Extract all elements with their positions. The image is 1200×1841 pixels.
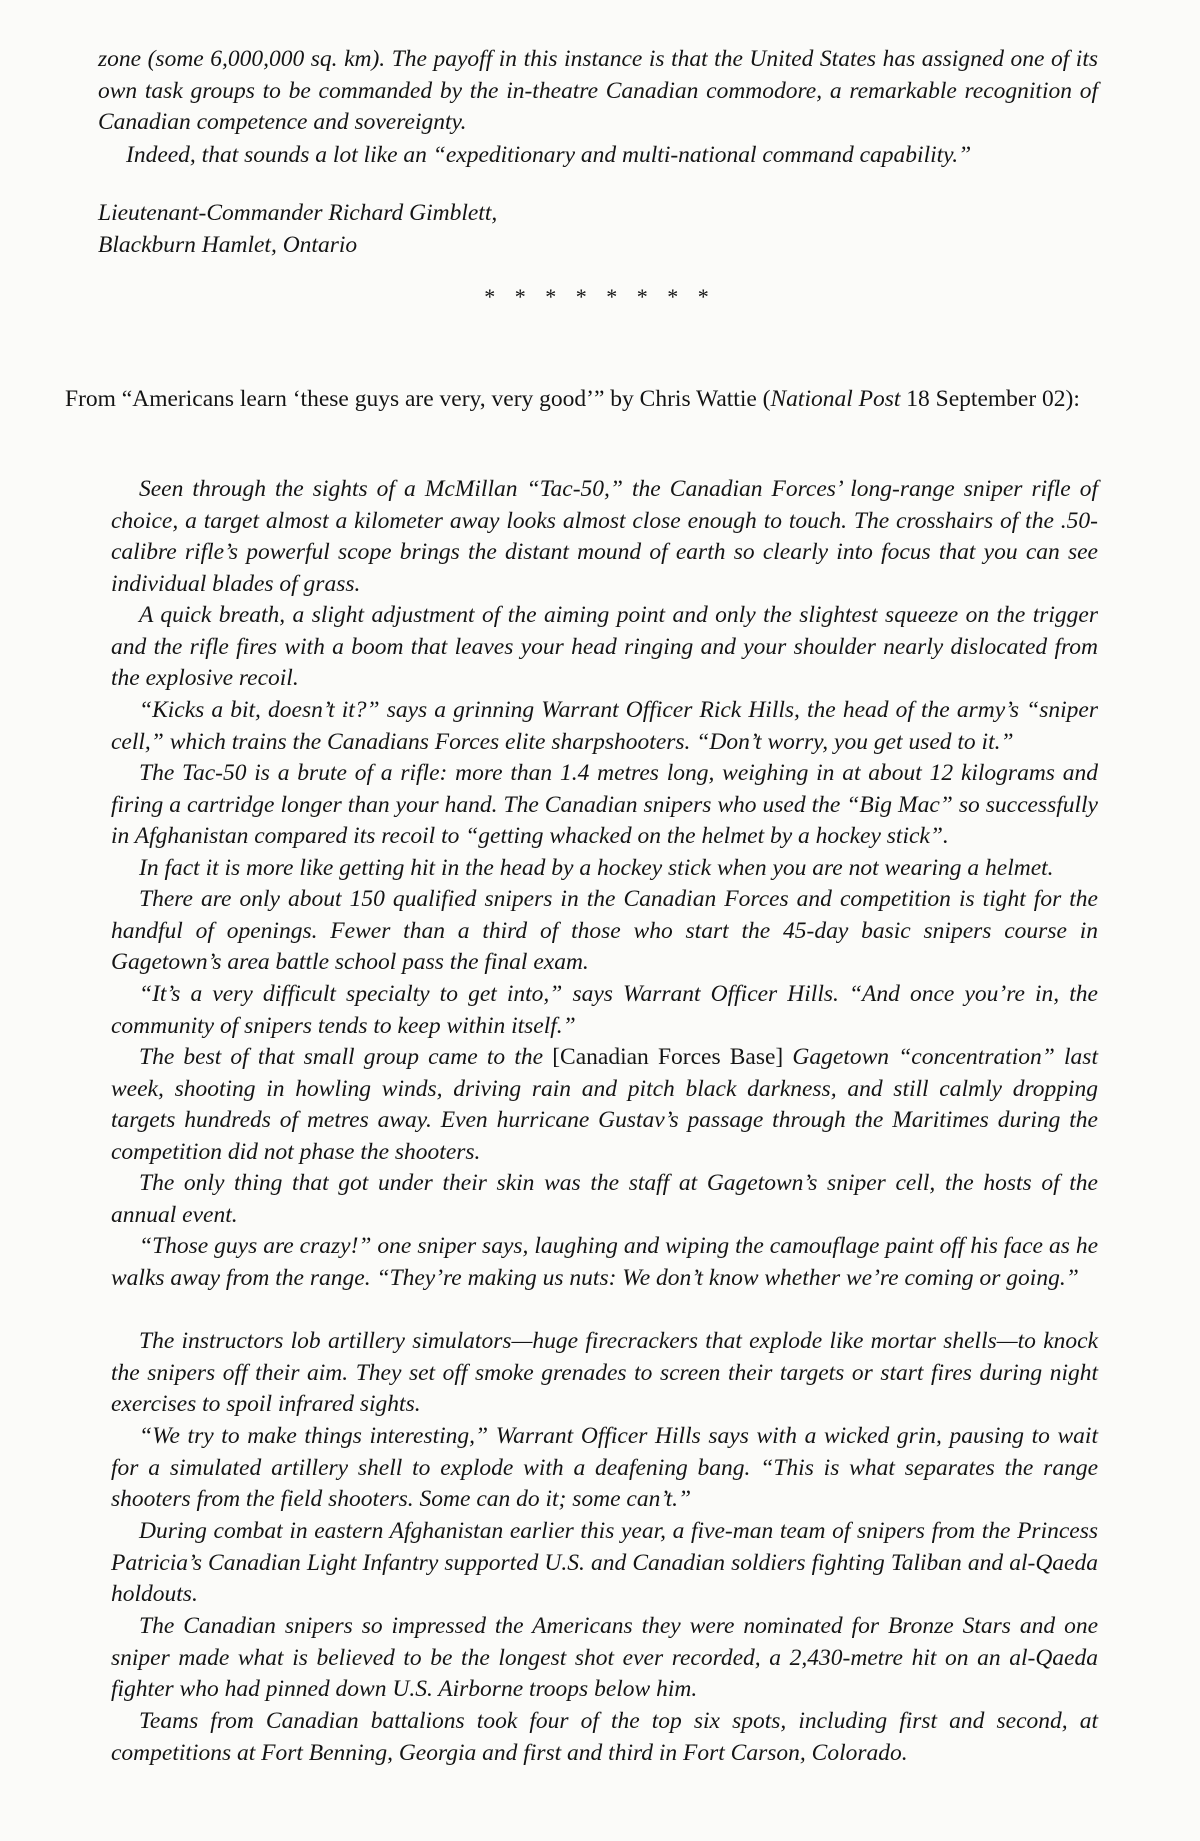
editorial-insertion: [Canadian Forces Base] bbox=[552, 1044, 784, 1070]
article-paragraph-9: The only thing that got under their skin was the staff at Gagetown’s sniper cell, the hosts of the annual event. bbox=[111, 1170, 1098, 1228]
article-paragraph-15: Teams from Canadian battalions took four of the top six spots, including first and second, at competitions at Fort Benning, Georgia and first and third in Fort Carson, Colorado. bbox=[111, 1708, 1098, 1766]
article-paragraph-13: During combat in eastern Afghanistan earlier this year, a five-man team of snipers from the Princess Patricia’s Canadian Light Infantry supported U.S. and Canadian soldiers fighting Taliban and al-Qaeda holdouts. bbox=[111, 1518, 1098, 1608]
article-paragraph-1: Seen through the sights of a McMillan “Tac-50,” the Canadian Forces’ long-range sniper rifle of choice, a target almost a kilometer away looks almost close enough to touch. The crosshairs of the .50-calibre rifle’s powerful scope brings the distant mound of earth so clearly into focus that you can see individual blades of grass. bbox=[111, 476, 1098, 597]
signature-name: Lieutenant-Commander Richard Gimblett, bbox=[98, 200, 498, 226]
source-intro-suffix: 18 September 02): bbox=[900, 386, 1080, 412]
article-paragraph-8 bbox=[111, 1042, 1098, 1168]
source-introduction bbox=[65, 384, 1130, 416]
section-separator: * * * * * * * * bbox=[484, 284, 716, 309]
article-paragraph-14: The Canadian snipers so impressed the Americans they were nominated for Bronze Stars and one sniper made what is believed to be the longest shot ever recorded, a 2,430-metre hit on an al-Qaeda fighter who had pinned down U.S. Airborne troops below him. bbox=[111, 1613, 1098, 1703]
letter-paragraph-1: zone (some 6,000,000 sq. km). The payoff in this instance is that the United States has assigned one of its own task groups to be commanded by the in-theatre Canadian commodore, a remarkable recognition of Canadian competence and sovereignty. bbox=[98, 46, 1098, 136]
source-intro-prefix: From “Americans learn ‘these guys are very, very good’” by Chris Wattie ( bbox=[65, 386, 771, 412]
article-paragraph-2: A quick breath, a slight adjustment of the aiming point and only the slightest squeeze on the trigger and the rifle fires with a boom that leaves your head ringing and your shoulder nearly dislocated from the explosive recoil. bbox=[111, 602, 1098, 692]
signature-place: Blackburn Hamlet, Ontario bbox=[98, 232, 358, 258]
article-paragraph-6: There are only about 150 qualified snipers in the Canadian Forces and competition is tight for the handful of openings. Fewer than a third of those who start the 45-day basic snipers course in Gagetown’s area battle school pass the final exam. bbox=[111, 886, 1098, 976]
article-paragraph-12: “We try to make things interesting,” Warrant Officer Hills says with a wicked grin, pausing to wait for a simulated artillery shell to explode with a deafening bang. “This is what separates the range shooters from the field shooters. Some can do it; some can’t.” bbox=[111, 1423, 1098, 1513]
article-paragraph-7: “It’s a very difficult specialty to get into,” says Warrant Officer Hills. “And once you’re in, the community of snipers tends to keep within itself.” bbox=[111, 981, 1098, 1039]
article-paragraph-4: The Tac-50 is a brute of a rifle: more than 1.4 metres long, weighing in at about 12 kilograms and firing a cartridge longer than your hand. The Canadian snipers who used the “Big Mac” so successfully in Afghanistan compared its recoil to “getting whacked on the helmet by a hockey stick”. bbox=[111, 760, 1098, 850]
article-paragraph-10: “Those guys are crazy!” one sniper says, laughing and wiping the camouflage paint off his face as he walks away from the range. “They’re making us nuts: We don’t know whether we’re coming or going.” bbox=[111, 1233, 1098, 1291]
article-paragraph-11: The instructors lob artillery simulators—huge firecrackers that explode like mortar shells—to knock the snipers off their aim. They set off smoke grenades to screen their targets or start fires during night exercises to spoil infrared sights. bbox=[111, 1328, 1098, 1418]
letter-paragraph-2: Indeed, that sounds a lot like an “expeditionary and multi-national command capability.” bbox=[126, 142, 972, 168]
article-paragraph-3: “Kicks a bit, doesn’t it?” says a grinning Warrant Officer Rick Hills, the head of the army’s “sniper cell,” which trains the Canadians Forces elite sharpshooters. “Don’t worry, you get used to it.” bbox=[111, 697, 1098, 755]
paragraph-8-start: The best of that small group came to the bbox=[139, 1044, 553, 1070]
article-paragraph-5: In fact it is more like getting hit in the head by a hockey stick when you are not wearing a helmet. bbox=[139, 855, 1054, 881]
publication-name: National Post bbox=[770, 386, 901, 412]
paragraph-8-end: Gagetown “concentration” last week, shooting in howling winds, driving rain and pitch black darkness, and still calmly dropping targets hundreds of metres away. Even hurricane Gustav’s passage through the Maritimes during the competition did not phase the shooters. bbox=[111, 1044, 1098, 1165]
